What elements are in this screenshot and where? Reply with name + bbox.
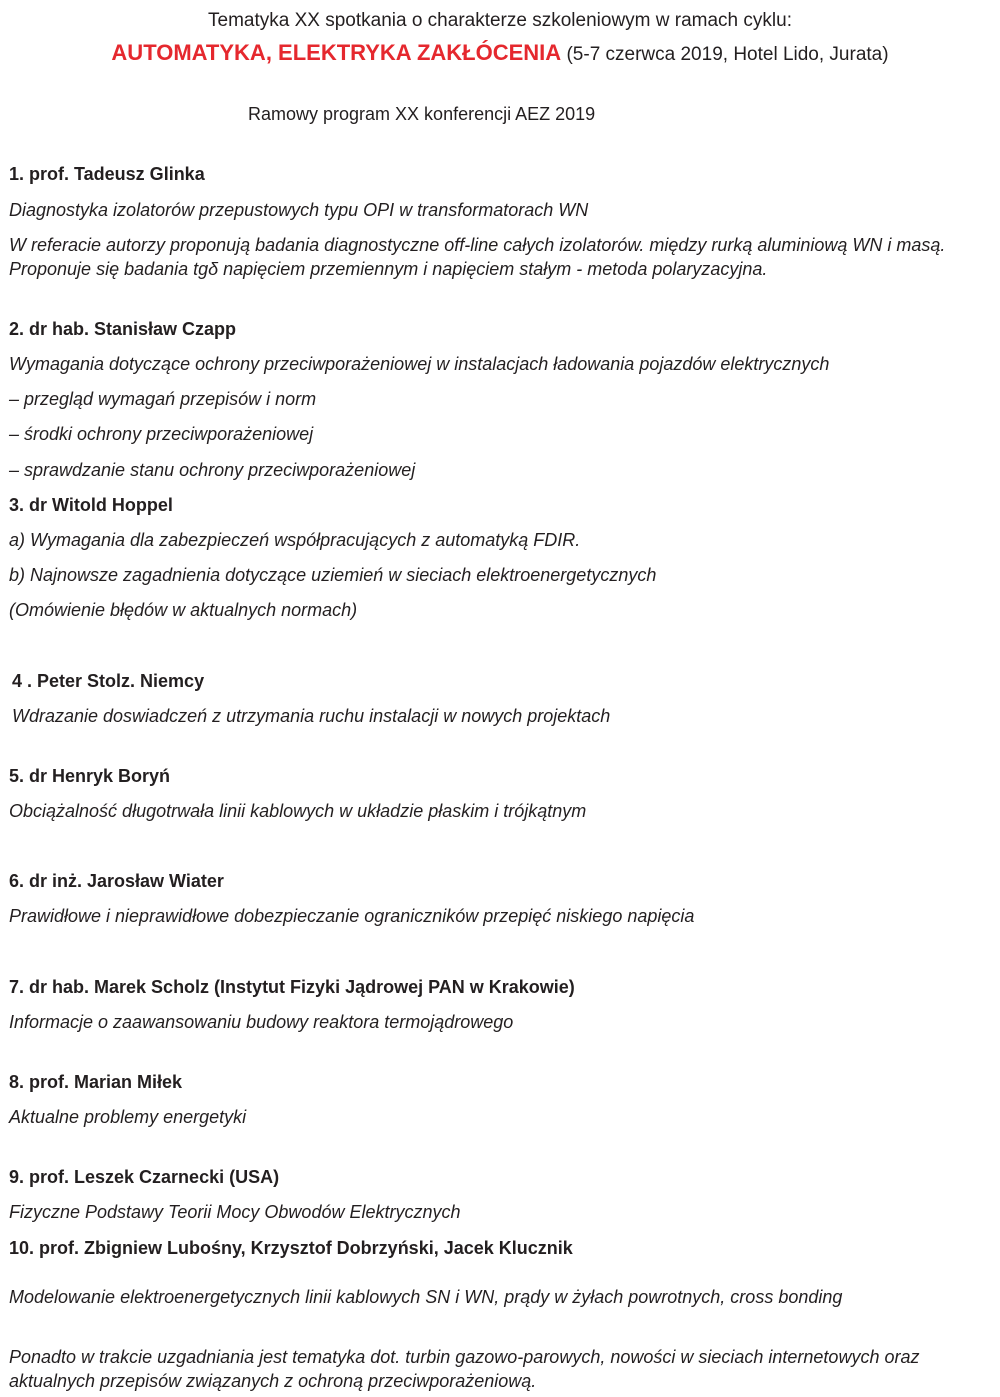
topic-5: Obciążalność długotrwała linii kablowych w układzie płaskim i trójkątnym — [9, 801, 587, 821]
topic-2-point-3: – sprawdzanie stanu ochrony przeciwporażeniowej — [9, 460, 416, 480]
topic-2-point-2: – środki ochrony przeciwporażeniowej — [9, 424, 314, 444]
speaker-9: 9. prof. Leszek Czarnecki (USA) — [9, 1167, 280, 1187]
speaker-10: 10. prof. Zbigniew Lubośny, Krzysztof Dobrzyński, Jacek Klucznik — [9, 1238, 573, 1258]
topic-3a: a) Wymagania dla zabezpieczeń współpracujących z automatyką FDIR. — [9, 530, 581, 550]
title-red: AUTOMATYKA, ELEKTRYKA ZAKŁÓCENIA — [111, 40, 562, 65]
topic-10: Modelowanie elektroenergetycznych linii kablowych SN i WN, prądy w żyłach powrotnych, cross bonding — [9, 1287, 843, 1307]
topic-6: Prawidłowe i nieprawidłowe dobezpieczanie ograniczników przepięć niskiego napięcia — [9, 906, 695, 926]
footer-note-1: Ponadto w trakcie uzgadniania jest tematyka dot. turbin gazowo-parowych, nowości w sieciach internetowych oraz — [9, 1347, 920, 1367]
header-title — [0, 40, 1000, 67]
speaker-3: 3. dr Witold Hoppel — [9, 495, 173, 515]
speaker-1: 1. prof. Tadeusz Glinka — [9, 164, 205, 184]
topic-7: Informacje o zaawansowaniu budowy reaktora termojądrowego — [9, 1012, 514, 1032]
topic-1: Diagnostyka izolatorów przepustowych typu OPI w transformatorach WN — [9, 200, 589, 220]
speaker-6: 6. dr inż. Jarosław Wiater — [9, 871, 224, 891]
title-details: (5-7 czerwca 2019, Hotel Lido, Jurata) — [561, 44, 889, 65]
speaker-7: 7. dr hab. Marek Scholz (Instytut Fizyki Jądrowej PAN w Krakowie) — [9, 977, 575, 997]
speaker-8: 8. prof. Marian Miłek — [9, 1072, 183, 1092]
speaker-2: 2. dr hab. Stanisław Czapp — [9, 319, 237, 339]
topic-3-note: (Omówienie błędów w aktualnych normach) — [9, 600, 358, 620]
topic-2-point-1: – przegląd wymagań przepisów i norm — [9, 389, 317, 409]
speaker-5: 5. dr Henryk Boryń — [9, 766, 171, 786]
topic-2: Wymagania dotyczące ochrony przeciwporażeniowej w instalacjach ładowania pojazdów elektrycznych — [9, 354, 830, 374]
header-intro: Tematyka XX spotkania o charakterze szkoleniowym w ramach cyklu: — [208, 10, 792, 31]
description-1b: Proponuje się badania tgδ napięciem przemiennym i napięciem stałym - metoda polaryzacyjna. — [9, 259, 768, 279]
topic-8: Aktualne problemy energetyki — [9, 1107, 247, 1127]
speaker-4: 4 . Peter Stolz. Niemcy — [12, 671, 205, 691]
topic-4: Wdrazanie doswiadczeń z utrzymania ruchu instalacji w nowych projektach — [12, 706, 611, 726]
program-subtitle: Ramowy program XX konferencji AEZ 2019 — [248, 104, 596, 124]
footer-note-2: aktualnych przepisów związanych z ochroną przeciwporażeniową. — [9, 1371, 537, 1391]
description-1a: W referacie autorzy proponują badania diagnostyczne off-line całych izolatorów. między rurką aluminiową WN i masą. — [9, 235, 946, 255]
topic-9: Fizyczne Podstawy Teorii Mocy Obwodów Elektrycznych — [9, 1202, 461, 1222]
topic-3b: b) Najnowsze zagadnienia dotyczące uziemień w sieciach elektroenergetycznych — [9, 565, 657, 585]
